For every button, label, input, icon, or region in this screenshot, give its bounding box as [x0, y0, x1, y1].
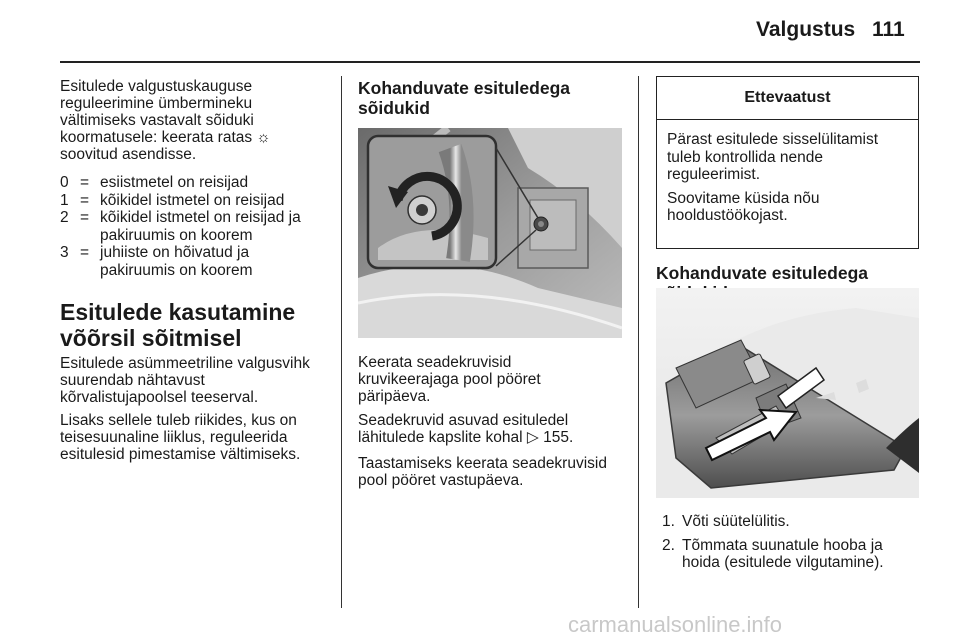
paragraph-line: Keerata seadekruvisid — [358, 354, 512, 371]
list-item-text — [100, 174, 336, 192]
list-item — [60, 244, 336, 279]
heading-line: võõrsil sõitmisel — [60, 325, 242, 351]
step-number: 1. — [662, 513, 675, 530]
load-level-list — [60, 174, 336, 279]
intro-line: vältimiseks vastavalt sõiduki — [60, 112, 254, 129]
list-item-text — [100, 192, 336, 210]
paragraph-line: Esitulede asümmeetriline valgusvihk — [60, 355, 310, 372]
intro-line: soovitud asendisse. — [60, 146, 197, 163]
list-item-line: esiistmetel on reisijad — [100, 174, 249, 191]
paragraph-line: kruvikeerajaga pool pööret — [358, 371, 541, 388]
indicator-stalk-illustration — [656, 288, 919, 498]
paragraph-line: pool pööret vastupäeva. — [358, 472, 524, 489]
page-number: 111 — [872, 18, 905, 41]
step-line: Võti süütelülitis. — [682, 513, 790, 530]
step-number: 2. — [662, 536, 675, 554]
stalk-illustration-svg — [656, 288, 919, 498]
caution-box — [656, 76, 919, 249]
step-line: hoida (esitulede vilgutamine). — [682, 554, 884, 571]
list-item-equals: = — [80, 174, 90, 191]
steps-list — [662, 513, 920, 578]
list-item-line: juhiiste on hõivatud ja — [100, 244, 250, 261]
list-item-equals: = — [80, 209, 90, 226]
list-item — [662, 537, 920, 572]
paragraph-line: Lisaks sellele tuleb riikides, kus on — [60, 412, 297, 429]
section-heading-abroad — [60, 299, 336, 351]
list-item-equals: = — [80, 191, 90, 209]
paragraph-line: Soovitame küsida nõu — [667, 189, 820, 207]
caution-paragraph — [667, 190, 908, 225]
list-item-line: kõikidel istmetel on reisijad — [100, 191, 285, 209]
paragraph-line: kõrvalistujapoolsel teeserval. — [60, 389, 259, 406]
paragraph-line: teisesuunaline liiklus, reguleerida — [60, 429, 288, 446]
intro-line: koormatusele: keerata ratas ☼ — [60, 129, 271, 146]
list-item — [662, 513, 920, 531]
heading-line: Kohanduvate esituledega — [358, 78, 570, 98]
list-item-line: pakiruumis on koorem — [100, 226, 253, 244]
paragraph-line: reguleerimist. — [667, 166, 761, 183]
section-heading-adaptive-1 — [358, 78, 628, 118]
heading-line: Kohanduvate esituledega — [656, 263, 868, 283]
paragraph-line: Pärast esitulede sisselülitamist — [667, 131, 879, 148]
paragraph-line: Taastamiseks keerata seadekruvisid — [358, 455, 607, 472]
list-item-number: 3 — [60, 244, 69, 261]
column-divider-2 — [638, 76, 639, 608]
screw-location-paragraph — [358, 412, 628, 446]
step-text — [682, 537, 884, 572]
turn-screw-paragraph — [358, 354, 628, 405]
restore-paragraph — [358, 455, 633, 489]
step-line: Tõmmata suunatule hooba ja — [682, 536, 883, 554]
intro-paragraph — [60, 78, 336, 163]
list-item — [60, 209, 336, 244]
list-item-number: 0 — [60, 174, 69, 191]
asymmetric-beam-paragraph — [60, 355, 340, 406]
intro-line: Esitulede valgustuskauguse — [60, 78, 253, 95]
step-text — [682, 513, 790, 531]
column-divider-1 — [341, 76, 342, 608]
list-item-text — [100, 209, 336, 244]
paragraph-line: esitulesid pimestamise vältimiseks. — [60, 446, 301, 463]
watermark: carmanualsonline.info — [568, 612, 783, 637]
paragraph-line: Seadekruvid asuvad esituledel — [358, 412, 569, 429]
headlight-adjustment-illustration — [358, 128, 622, 338]
caution-paragraph — [667, 131, 908, 184]
list-item-line: kõikidel istmetel on reisijad ja — [100, 209, 301, 226]
list-item — [60, 192, 336, 210]
intro-line: reguleerimine ümbermineku — [60, 95, 253, 112]
paragraph-line: lähitulede kapslite kohal ▷ 155. — [358, 429, 574, 446]
glare-adjustment-paragraph — [60, 412, 340, 463]
list-item-number: 2 — [60, 209, 69, 226]
headlight-illustration-svg — [358, 128, 622, 338]
heading-line: Esitulede kasutamine — [60, 299, 296, 325]
list-item-line: pakiruumis on koorem — [100, 261, 253, 279]
paragraph-line: suurendab nähtavust — [60, 372, 205, 389]
list-item — [60, 174, 336, 192]
header-divider — [60, 61, 920, 63]
paragraph-line: tuleb kontrollida nende — [667, 148, 823, 166]
caution-title: Ettevaatust — [657, 77, 918, 120]
list-item-text — [100, 244, 336, 279]
list-item-equals: = — [80, 244, 90, 261]
paragraph-line: päripäeva. — [358, 388, 431, 405]
page-header-title: Valgustus — [756, 18, 856, 41]
paragraph-line: hooldustöökojast. — [667, 207, 788, 224]
list-item-number: 1 — [60, 191, 69, 209]
heading-line: sõidukid — [358, 98, 430, 118]
